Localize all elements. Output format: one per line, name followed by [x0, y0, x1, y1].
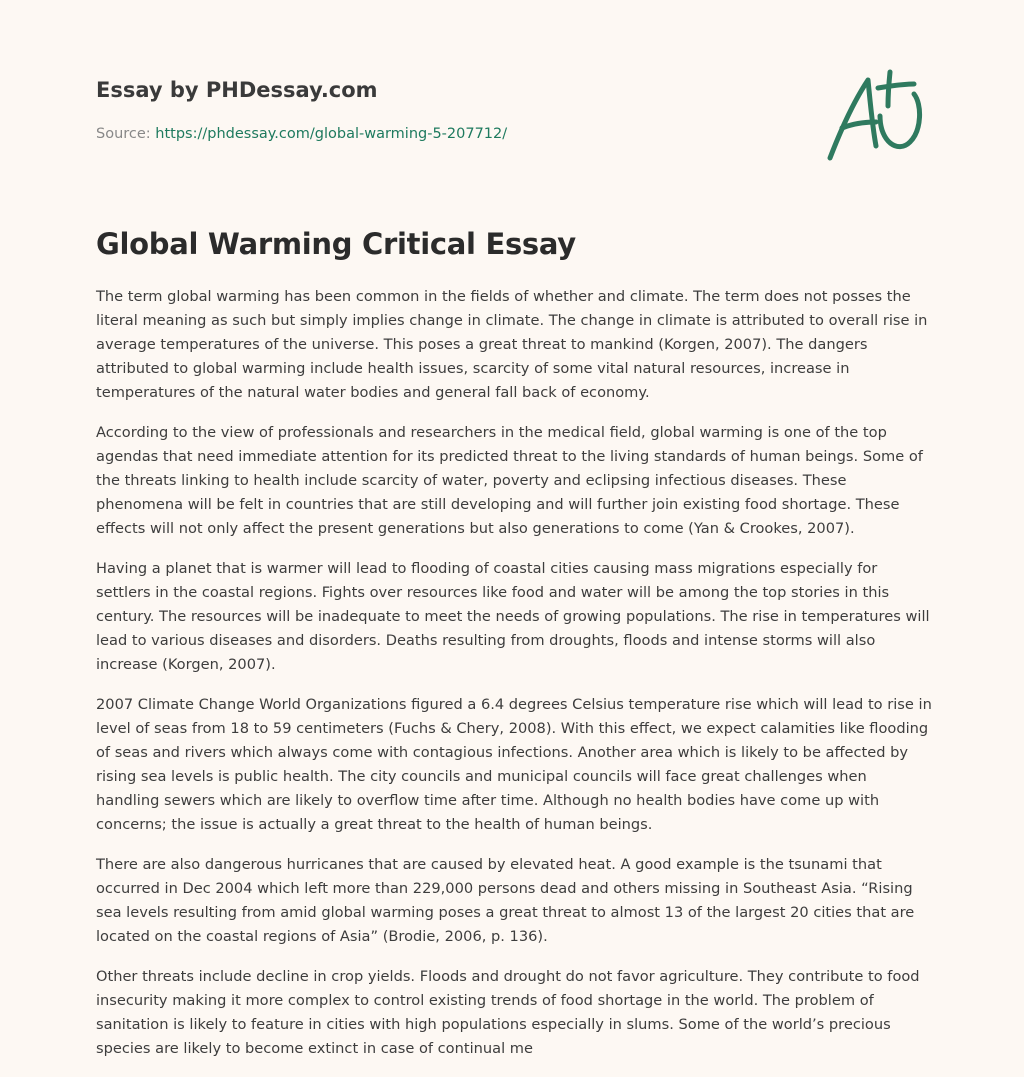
essay-paragraph: 2007 Climate Change World Organizations figured a 6.4 degrees Celsius temperature rise which will lead to rise in level of seas from 18 to 59 centimeters (Fuchs & Chery, 2008). With this effect, we expect calamities like flooding of seas and rivers which always come with contagious infections. Another area which is likely to be affected by rising sea levels is public health. The city councils and municipal councils will face great challenges when handling sewers which are likely to overflow time after time. Although no health bodies have come up with concerns; the issue is actually a great threat to the health of human beings. [96, 696, 932, 833]
essay-body [96, 285, 934, 1077]
site-title: Essay by PHDessay.com [96, 78, 378, 102]
essay-paragraph: According to the view of professionals and researchers in the medical field, global warming is one of the top agendas that need immediate attention for its predicted threat to the living standards of human beings. Some of the threats linking to health include scarcity of water, poverty and eclipsing infectious diseases. These phenomena will be felt in countries that are still developing and will further join existing food shortage. These effects will not only affect the present generations but also generations to come (Yan & Crookes, 2007). [96, 424, 923, 537]
essay-paragraph: The term global warming has been common in the fields of whether and climate. The term does not posses the literal meaning as such but simply implies change in climate. The change in climate is attributed to overall rise in average temperatures of the universe. This poses a great threat to mankind (Korgen, 2007). The dangers attributed to global warming include health issues, scarcity of some vital natural resources, increase in temperatures of the natural water bodies and general fall back of economy. [96, 288, 928, 401]
source-line [96, 124, 796, 144]
essay-paragraph: Other threats include decline in crop yields. Floods and drought do not favor agriculture. They contribute to food insecurity making it more complex to control existing trends of food shortage in the world. The problem of sanitation is likely to feature in cities with high populations especially in slums. Some of the world’s precious species are likely to become extinct in case of continual me [96, 968, 920, 1057]
essay-title: Global Warming Critical Essay [96, 227, 576, 261]
a-plus-grade-icon [822, 66, 928, 166]
essay-paragraph: Having a planet that is warmer will lead to flooding of coastal cities causing mass migrations especially for settlers in the coastal regions. Fights over resources like food and water will be among the top stories in this century. The resources will be inadequate to meet the needs of growing populations. The rise in temperatures will lead to various diseases and disorders. Deaths resulting from droughts, floods and intense storms will also increase (Korgen, 2007). [96, 560, 930, 673]
source-link[interactable]: https://phdessay.com/global-warming-5-207712/ [155, 126, 508, 142]
source-label: Source: [96, 126, 151, 142]
document-header [96, 76, 796, 144]
essay-paragraph: There are also dangerous hurricanes that are caused by elevated heat. A good example is the tsunami that occurred in Dec 2004 which left more than 229,000 persons dead and others missing in Southeast Asia. “Rising sea levels resulting from amid global warming poses a great threat to almost 13 of the largest 20 cities that are located on the coastal regions of Asia” (Brodie, 2006, p. 136). [96, 856, 915, 945]
